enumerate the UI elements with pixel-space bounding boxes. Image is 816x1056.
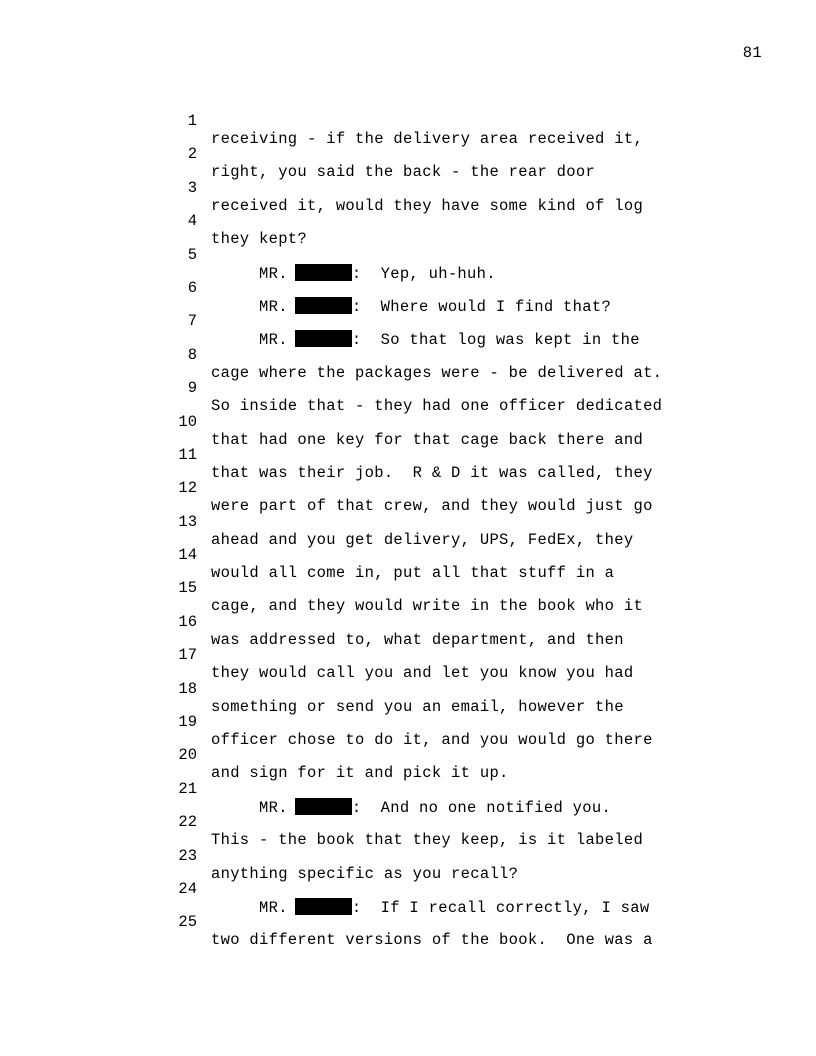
line-text: anything specific as you recall? xyxy=(211,864,519,883)
transcript-line xyxy=(0,461,816,516)
line-number: 21 xyxy=(178,779,197,798)
line-number: 24 xyxy=(178,879,197,898)
transcript-line xyxy=(0,361,816,416)
line-text: So inside that - they had one officer dedicated xyxy=(211,397,663,416)
line-text: cage, and they would write in the book who it xyxy=(211,597,644,616)
speaker-title: MR. xyxy=(259,297,288,316)
line-text: was addressed to, what department, and then xyxy=(211,630,624,649)
line-number: 19 xyxy=(178,713,197,732)
transcript-line xyxy=(0,495,816,549)
line-text: were part of that crew, and they would just go xyxy=(211,497,653,516)
transcript-line xyxy=(0,895,816,950)
page-number: 81 xyxy=(742,44,762,62)
speaker-title: MR. xyxy=(259,264,288,283)
line-number: 18 xyxy=(178,679,197,698)
line-number: 20 xyxy=(178,746,197,765)
line-number: 10 xyxy=(178,412,197,431)
line-number: 8 xyxy=(187,345,197,364)
line-text: : So that log was kept in the xyxy=(351,331,640,350)
line-text: cage where the packages were - be delivered at. xyxy=(211,363,663,382)
line-number: 25 xyxy=(178,913,197,932)
speaker-title: MR. xyxy=(259,798,288,817)
line-number: 5 xyxy=(187,245,197,264)
transcript-line xyxy=(0,695,816,750)
transcript-line xyxy=(0,395,816,449)
transcript-line xyxy=(0,528,816,583)
line-number: 2 xyxy=(187,145,197,164)
line-text: and sign for it and pick it up. xyxy=(211,764,509,783)
line-text: that was their job. R & D it was called, they xyxy=(211,463,653,482)
line-text: This - the book that they keep, is it labeled xyxy=(211,831,644,850)
line-number: 13 xyxy=(178,512,197,531)
line-number: 17 xyxy=(178,646,197,665)
line-number: 4 xyxy=(187,212,197,231)
line-number: 16 xyxy=(178,612,197,631)
line-number: 3 xyxy=(187,178,197,197)
transcript-line xyxy=(0,428,816,482)
transcript-line xyxy=(0,728,816,783)
line-text: receiving - if the delivery area received it, xyxy=(211,130,644,148)
transcript-line xyxy=(0,328,816,382)
line-number: 14 xyxy=(178,546,197,565)
transcript-line xyxy=(0,94,816,148)
line-number: 9 xyxy=(187,379,197,398)
line-number: 12 xyxy=(178,479,197,498)
line-text: : Where would I find that? xyxy=(351,297,612,316)
transcript-line xyxy=(0,261,816,316)
line-number: 15 xyxy=(178,579,197,598)
line-text: officer chose to do it, and you would go there xyxy=(211,731,653,750)
line-number: 1 xyxy=(187,112,197,130)
transcript-line xyxy=(0,595,816,649)
line-text: something or send you an email, however the xyxy=(211,697,624,716)
line-text: they would call you and let you know you had xyxy=(211,664,634,683)
speaker-title: MR. xyxy=(259,331,288,350)
line-number: 22 xyxy=(178,813,197,832)
line-text: would all come in, put all that stuff in a xyxy=(211,564,615,583)
transcript-line xyxy=(0,194,816,249)
line-number: 7 xyxy=(187,312,197,331)
transcript-body xyxy=(0,94,816,950)
transcript-line xyxy=(0,628,816,683)
transcript-line xyxy=(0,561,816,616)
line-text: received it, would they have some kind of log xyxy=(211,196,644,215)
line-text: : If I recall correctly, I saw xyxy=(351,898,650,917)
transcript-line xyxy=(0,862,816,917)
line-text: they kept? xyxy=(211,230,308,249)
line-text: two different versions of the book. One was a xyxy=(211,931,653,950)
transcript-line xyxy=(0,294,816,350)
line-text: ahead and you get delivery, UPS, FedEx, they xyxy=(211,530,634,549)
line-text: : Yep, uh-huh. xyxy=(351,264,496,283)
transcript-line xyxy=(0,228,816,283)
line-text: : And no one notified you. xyxy=(351,798,612,817)
transcript-line xyxy=(0,762,816,817)
line-text: right, you said the back - the rear door xyxy=(211,163,596,182)
transcript-line xyxy=(0,662,816,716)
line-number: 6 xyxy=(187,278,197,297)
line-text: that had one key for that cage back there and xyxy=(211,430,644,449)
line-number: 11 xyxy=(178,445,197,464)
speaker-title: MR. xyxy=(259,898,288,917)
transcript-line xyxy=(0,127,816,182)
transcript-line xyxy=(0,829,816,883)
transcript-line xyxy=(0,795,816,850)
transcript-line xyxy=(0,161,816,215)
line-number: 23 xyxy=(178,846,197,865)
